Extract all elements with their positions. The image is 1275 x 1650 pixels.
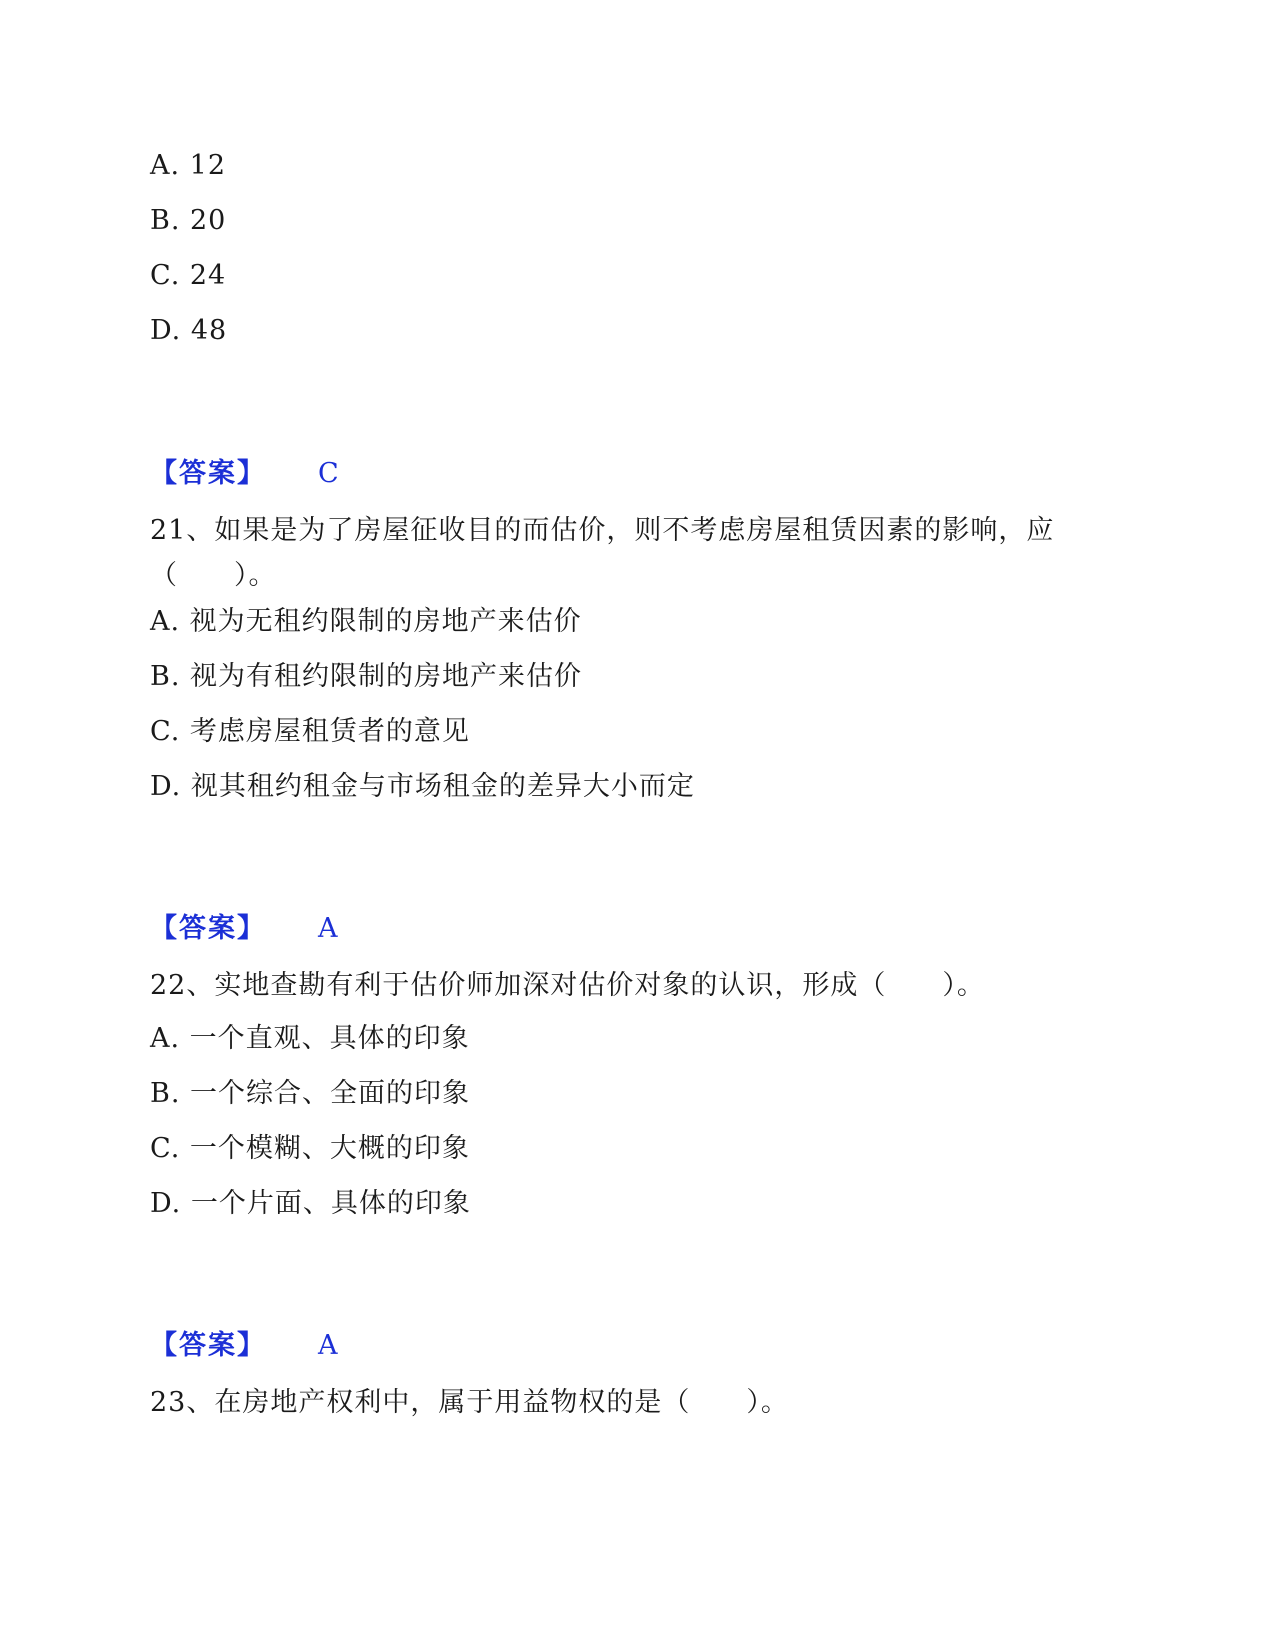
q21-answer [150, 913, 338, 945]
q22-answer [150, 1330, 338, 1362]
q21-option-c: C. 考虑房屋租赁者的意见 [150, 716, 470, 747]
answer-tag: 【答案】 [150, 458, 266, 489]
q20-answer [150, 458, 339, 490]
q22-option-d: D. 一个片面、具体的印象 [150, 1188, 471, 1219]
q22-question: 22、实地查勘有利于估价师加深对估价对象的认识，形成（ ）。 [150, 970, 985, 1001]
q20-option-c: C. 24 [150, 260, 227, 291]
answer-tag: 【答案】 [150, 913, 266, 944]
answer-value: C [318, 458, 339, 489]
q20-option-a: A. 12 [150, 150, 227, 181]
q23-question: 23、在房地产权利中，属于用益物权的是（ ）。 [150, 1387, 789, 1418]
q20-option-b: B. 20 [150, 205, 227, 236]
answer-value: A [318, 1330, 338, 1361]
q21-option-b: B. 视为有租约限制的房地产来估价 [150, 661, 583, 692]
q22-option-a: A. 一个直观、具体的印象 [150, 1023, 470, 1054]
q22-option-c: C. 一个模糊、大概的印象 [150, 1133, 470, 1164]
q20-option-d: D. 48 [150, 315, 228, 346]
q21-question: 21、如果是为了房屋征收目的而估价，则不考虑房屋租赁因素的影响，应（ ）。 [150, 515, 1055, 591]
q21-option-d: D. 视其租约租金与市场租金的差异大小而定 [150, 771, 695, 802]
q21-option-a: A. 视为无租约限制的房地产来估价 [150, 606, 582, 637]
q22-option-b: B. 一个综合、全面的印象 [150, 1078, 471, 1109]
answer-tag: 【答案】 [150, 1330, 266, 1361]
answer-value: A [318, 913, 338, 944]
